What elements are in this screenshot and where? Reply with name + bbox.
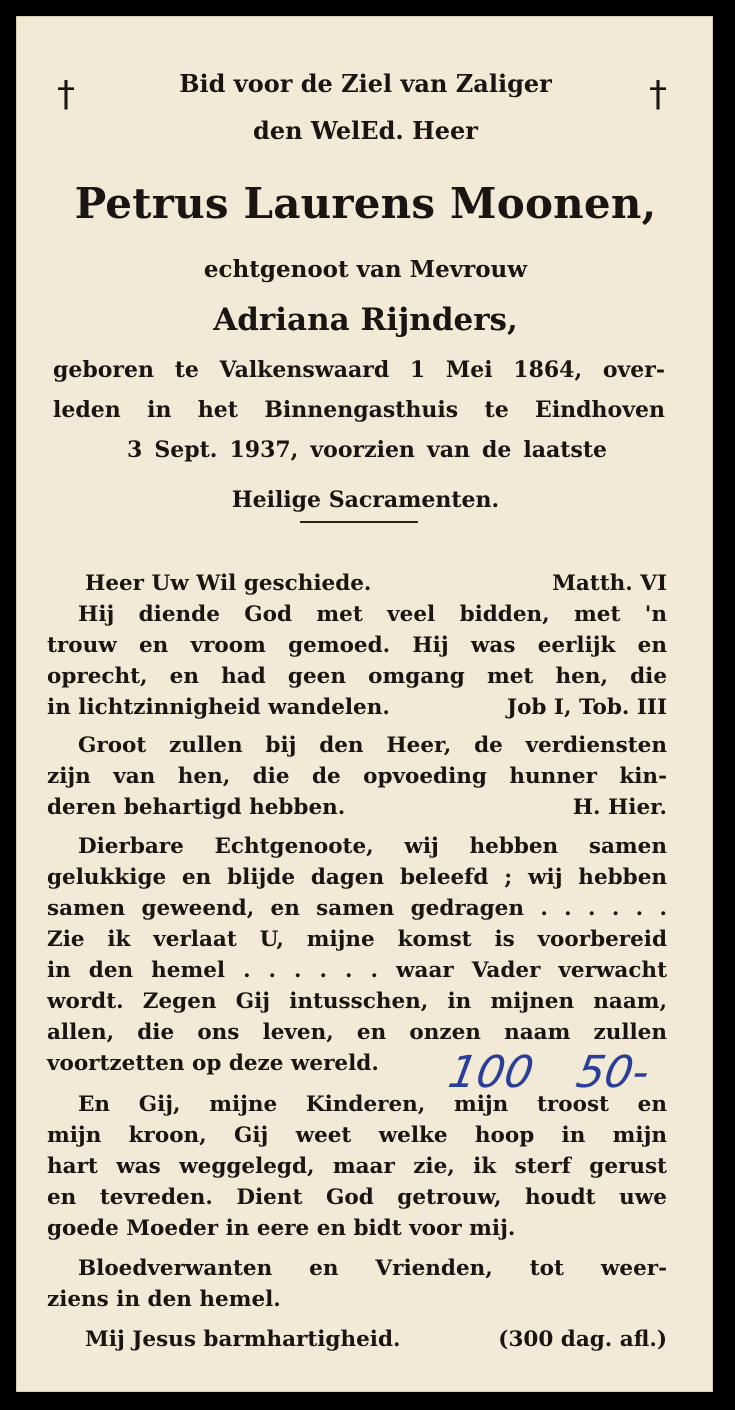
verse-line: Dierbare Echtgenoote, wij hebben samen (78, 834, 667, 859)
handwritten-note-2: 50- (572, 1047, 654, 1098)
verse-line: in den hemel . . . . . . waar Vader verwacht (47, 958, 667, 983)
spouse-name: Adriana Rijnders, (213, 302, 518, 338)
memorial-card (16, 16, 713, 1392)
verse-line (85, 1327, 667, 1352)
bio-line-3: 3 Sept. 1937, voorzien van de laatste (127, 437, 607, 463)
spouse-intro: echtgenoot van Mevrouw (203, 256, 528, 283)
verse-text: Heer Uw Wil geschiede. (85, 571, 372, 596)
verse-line: Groot zullen bij den Heer, de verdiensten (78, 733, 667, 758)
cross-right-icon: † (649, 74, 667, 115)
verse-line (85, 571, 667, 596)
verse-line: wordt. Zegen Gij intusschen, in mijnen naam, (47, 989, 667, 1014)
verse-text: in lichtzinnigheid wandelen. (47, 695, 390, 720)
verse-line: En Gij, mijne Kinderen, mijn troost en (78, 1092, 667, 1117)
cross-left-icon: † (57, 74, 75, 115)
verse-line: mijn kroon, Gij weet welke hoop in mijn (47, 1123, 667, 1148)
verse-line: Zie ik verlaat U, mijne komst is voorbereid (47, 927, 667, 952)
verse-line: voortzetten op deze wereld. (47, 1051, 379, 1076)
verse-line: en tevreden. Dient God getrouw, houdt uwe (47, 1185, 667, 1210)
deceased-name: Petrus Laurens Moonen, (74, 179, 657, 228)
bio-line-1: geboren te Valkenswaard 1 Mei 1864, over- (53, 357, 665, 383)
verse-text: Mij Jesus barmhartigheid. (85, 1327, 401, 1352)
verse-line: gelukkige en blijde dagen beleefd ; wij hebben (47, 865, 667, 890)
bio-line-2: leden in het Binnengasthuis te Eindhoven (53, 397, 665, 423)
verse-line (47, 795, 667, 820)
verse-line: Hij diende God met veel bidden, met 'n (78, 602, 667, 627)
verse-line: hart was weggelegd, maar zie, ik sterf gerust (47, 1154, 667, 1179)
honorific: den WelEd. Heer (253, 116, 478, 145)
verse-line: oprecht, en had geen omgang met hen, die (47, 664, 667, 689)
verse-line: Bloedverwanten en Vrienden, tot weer- (78, 1256, 667, 1281)
divider (300, 521, 418, 523)
verse-line: allen, die ons leven, en onzen naam zullen (47, 1020, 667, 1045)
verse-line: samen geweend, en samen gedragen . . . . . . (47, 896, 667, 921)
verse-line: ziens in den hemel. (47, 1287, 281, 1312)
bio-line-4: Heilige Sacramenten. (231, 487, 500, 513)
verse-reference: H. Hier. (572, 795, 667, 820)
verse-reference: (300 dag. afl.) (498, 1327, 667, 1352)
verse-line: zijn van hen, die de opvoeding hunner kin- (47, 764, 667, 789)
verse-line: trouw en vroom gemoed. Hij was eerlijk en (47, 633, 667, 658)
verse-text: deren behartigd hebben. (47, 795, 346, 820)
handwritten-note-1: 100 (444, 1047, 538, 1098)
verse-line (47, 695, 667, 720)
verse-reference: Matth. VI (552, 571, 667, 596)
verse-reference: Job I, Tob. III (506, 695, 667, 720)
verse-line: goede Moeder in eere en bidt voor mij. (47, 1216, 516, 1241)
prayer-heading: Bid voor de Ziel van Zaliger (179, 69, 552, 98)
